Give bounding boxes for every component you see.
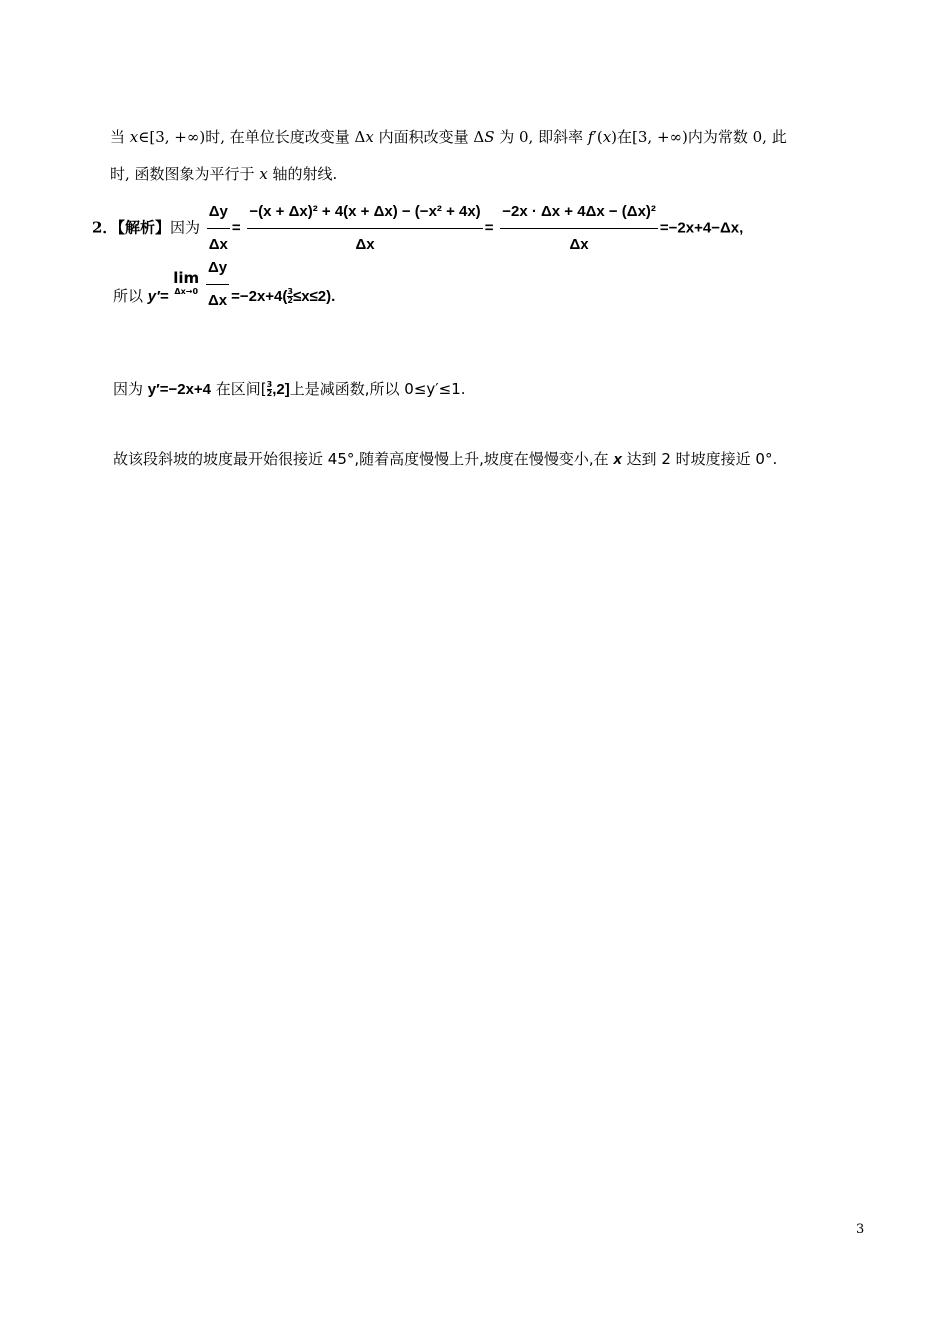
page-number: 3: [856, 1222, 865, 1237]
three-halves-fraction: $\frac{3}{2}$: [287, 287, 293, 305]
three-halves-fraction: $\frac{3}{2}$: [266, 380, 273, 398]
paragraph-1-line-2: 时, 函数图象为平行于 x 轴的射线.: [110, 165, 338, 183]
solution-2-line: 2．【解析】因为 $\frac{\Delta y}{\Delta x}$ = $\frac{\text{−(x + Δx)² + 4(x + Δx) − (−x² + 4x)}}{\Delta x}$ = $\frac{\text{−2x · Δx + 4Δx − (Δx)²}}{\Delta x}$ =−2x+4−Δx,: [92, 198, 743, 259]
simplified-fraction: $\frac{\text{−2x · Δx + 4Δx − (Δx)²}}{\Delta x}$: [500, 198, 658, 259]
limit-line: 所以 y′= lim Δx→0 $\frac{\Delta y}{\Delta x}$ =−2x+4( $\frac{3}{2}$ ≤x≤2).: [113, 266, 335, 327]
limit-operator: lim Δx→0: [173, 268, 200, 296]
expanded-fraction: $\frac{\text{−(x + Δx)² + 4(x + Δx) − (−x² + 4x)}}{\Delta x}$: [247, 198, 482, 259]
question-number: 2．: [92, 218, 118, 237]
limit-fraction: $\frac{\Delta y}{\Delta x}$: [206, 254, 229, 315]
conclusion-line: 故该段斜坡的坡度最开始很接近 45°,随着高度慢慢上升,坡度在慢慢变小,在 x 达到 2 时坡度接近 0°.: [113, 450, 778, 468]
paragraph-1-line-1: 当 x∈[3, +∞)时, 在单位长度改变量 Δx 内面积改变量 ΔS 为 0, 即斜率 f′(x)在[3, +∞)内为常数 0, 此: [110, 128, 787, 146]
difference-quotient-fraction: $\frac{\Delta y}{\Delta x}$: [207, 198, 230, 259]
analysis-tag: 【解析】: [117, 218, 170, 237]
interval-line: 因为 y′=−2x+4 在区间[ $\frac{3}{2}$ ,2]上是减函数,所以 0≤y′≤1.: [113, 380, 466, 398]
